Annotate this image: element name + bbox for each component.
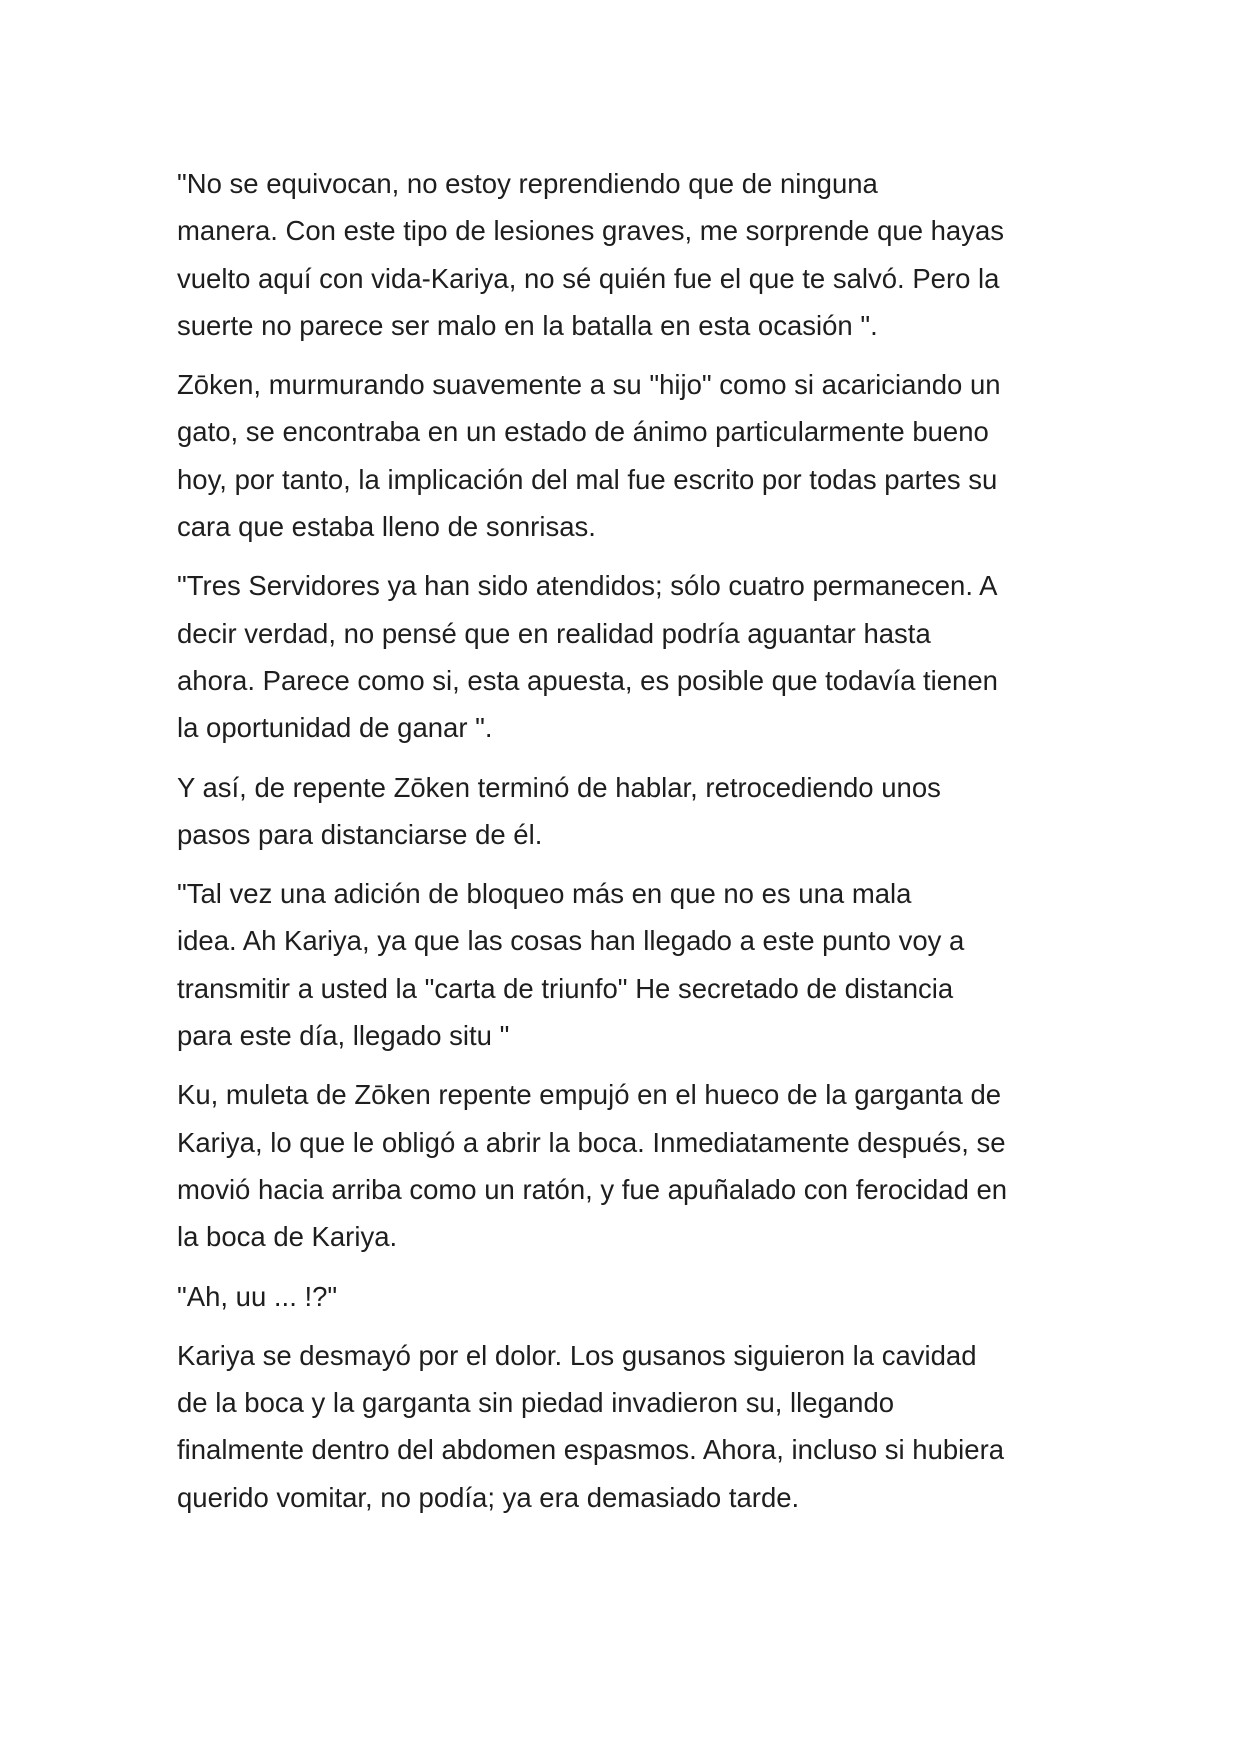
text-line: manera. Con este tipo de lesiones graves, me sorprende que hayas — [177, 215, 1005, 247]
text-line: gato, se encontraba en un estado de ánimo particularmente bueno — [177, 416, 989, 448]
text-line: hoy, por tanto, la implicación del mal fue escrito por todas partes su — [177, 463, 998, 495]
paragraph-5 — [177, 870, 1077, 1059]
paragraph-8 — [177, 1332, 1077, 1521]
text-line: "Tres Servidores ya han sido atendidos; sólo cuatro permanecen. A — [177, 570, 998, 602]
text-line: Kariya se desmayó por el dolor. Los gusanos siguieron la cavidad — [177, 1339, 977, 1371]
paragraph-1 — [177, 160, 1077, 349]
text-line: "Tal vez una adición de bloqueo más en que no es una mala — [177, 878, 912, 910]
paragraph-2 — [177, 361, 1077, 550]
paragraph-3 — [177, 562, 1077, 751]
text-line: la oportunidad de ganar ". — [177, 712, 493, 744]
text-line: ahora. Parece como si, esta apuesta, es posible que todavía tienen — [177, 664, 998, 696]
paragraph-4 — [177, 764, 1077, 859]
text-line: transmitir a usted la "carta de triunfo" He secretado de distancia — [177, 972, 954, 1004]
text-line: Y así, de repente Zōken terminó de hablar, retrocediendo unos — [177, 771, 941, 803]
body-text — [177, 160, 1077, 1533]
text-line: Ku, muleta de Zōken repente empujó en el hueco de la garganta de — [177, 1079, 1002, 1111]
text-line: para este día, llegado situ " — [177, 1020, 510, 1052]
text-line: cara que estaba lleno de sonrisas. — [177, 511, 596, 543]
text-line: idea. Ah Kariya, ya que las cosas han llegado a este punto voy a — [177, 925, 965, 957]
text-line: movió hacia arriba como un ratón, y fue apuñalado con ferocidad en — [177, 1173, 1008, 1205]
text-line: "No se equivocan, no estoy reprendiendo que de ninguna — [177, 168, 878, 199]
text-line: querido vomitar, no podía; ya era demasiado tarde. — [177, 1481, 800, 1513]
text-line: la boca de Kariya. — [177, 1221, 398, 1253]
text-line: pasos para distanciarse de él. — [177, 818, 543, 850]
text-line: Kariya, lo que le obligó a abrir la boca. Inmediatamente después, se — [177, 1126, 1006, 1158]
text-line: decir verdad, no pensé que en realidad podría aguantar hasta — [177, 617, 931, 649]
text-line: "Ah, uu ... !?" — [177, 1280, 338, 1312]
paragraph-6 — [177, 1071, 1077, 1260]
text-line: Zōken, murmurando suavemente a su "hijo" como si acariciando un — [177, 369, 1001, 401]
text-line: finalmente dentro del abdomen espasmos. Ahora, incluso si hubiera — [177, 1434, 1005, 1466]
text-line: vuelto aquí con vida-Kariya, no sé quién fue el que te salvó. Pero la — [177, 262, 1000, 294]
paragraph-7 — [177, 1273, 1077, 1320]
text-line: de la boca y la garganta sin piedad invadieron su, llegando — [177, 1387, 895, 1419]
text-line: suerte no parece ser malo en la batalla en esta ocasión ". — [177, 309, 878, 341]
